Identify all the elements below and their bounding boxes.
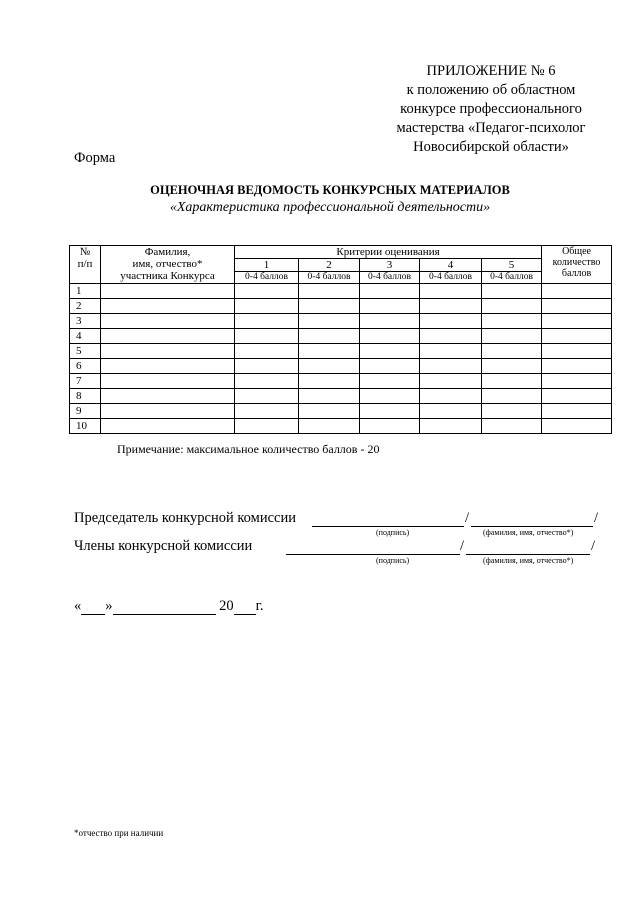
year-suffix: г. [255,598,264,614]
total-score-cell[interactable] [542,314,612,329]
row-number: 2 [70,299,101,314]
table-row [70,359,612,374]
criterion-3-cell[interactable] [360,344,420,359]
total-score-cell[interactable] [542,329,612,344]
row-number: 6 [70,359,101,374]
table-row [70,344,612,359]
chairman-label: Председатель конкурсной комиссии [74,510,296,526]
header-number-line: п/п [77,258,93,270]
header-name [101,246,235,284]
year-blank[interactable] [234,599,256,615]
caption-signature: (подпись) [376,556,410,565]
separator-slash: / [465,510,470,526]
appendix-line: Новосибирской области» [413,139,569,155]
title-sub: «Характеристика профессиональной деятельности» [169,200,491,215]
chairman-signature-line[interactable] [312,510,464,527]
members-label: Члены конкурсной комиссии [74,538,253,554]
criterion-5-cell[interactable] [482,314,542,329]
title-main: ОЦЕНОЧНАЯ ВЕДОМОСТЬ КОНКУРСНЫХ МАТЕРИАЛОВ [150,183,510,197]
criterion-5-cell[interactable] [482,299,542,314]
table-row [70,374,612,389]
appendix-line: к положению об областном [406,82,576,98]
table-row [70,284,612,299]
participant-name-cell[interactable] [101,299,235,314]
total-score-cell[interactable] [542,389,612,404]
row-number: 7 [70,374,101,389]
caption-signature: (подпись) [376,528,410,537]
criterion-3-cell[interactable] [360,359,420,374]
criterion-2-cell[interactable] [299,404,360,419]
header-total-line: баллов [561,268,592,279]
members-signature-line[interactable] [286,538,460,555]
appendix-line: мастерства «Педагог-психолог [396,120,586,136]
criterion-4-cell[interactable] [420,344,482,359]
header-number [70,246,101,284]
criterion-3-cell[interactable] [360,299,420,314]
criterion-2-cell[interactable] [299,299,360,314]
criterion-4-cell[interactable] [420,404,482,419]
criterion-number: 3 [360,259,420,272]
row-number: 9 [70,404,101,419]
chairman-name-line[interactable] [471,510,593,527]
total-score-cell[interactable] [542,344,612,359]
criterion-3-cell[interactable] [360,329,420,344]
form-label: Форма [74,150,116,166]
table-row [70,389,612,404]
criterion-3-cell[interactable] [360,389,420,404]
participant-name-cell[interactable] [101,404,235,419]
table-note: Примечание: максимальное количество баллов - 20 [117,442,380,456]
footnote: *отчество при наличии [74,828,164,838]
criterion-4-cell[interactable] [420,329,482,344]
date-line [74,598,264,615]
criterion-2-cell[interactable] [299,374,360,389]
row-number: 10 [70,419,101,434]
criterion-4-cell[interactable] [420,299,482,314]
criterion-number: 4 [420,259,482,272]
criterion-1-cell[interactable] [235,329,299,344]
caption-name: (фамилия, имя, отчество*) [483,556,574,565]
separator-slash: / [591,538,596,554]
year-prefix: 20 [219,598,234,614]
total-score-cell[interactable] [542,374,612,389]
criterion-1-cell[interactable] [235,419,299,434]
criterion-1-cell[interactable] [235,374,299,389]
evaluation-table [69,245,612,434]
appendix-header [372,62,610,157]
row-number: 8 [70,389,101,404]
date-close-quote: » [105,598,113,614]
criterion-3-cell[interactable] [360,404,420,419]
criterion-4-cell[interactable] [420,374,482,389]
row-number: 1 [70,284,101,299]
criterion-2-cell[interactable] [299,359,360,374]
header-name-line: имя, отчество* [132,258,203,270]
caption-name: (фамилия, имя, отчество*) [483,528,574,537]
members-signature-row [74,538,614,570]
criterion-5-cell[interactable] [482,359,542,374]
criterion-range: 0-4 баллов [420,272,482,284]
date-open-quote: « [74,598,82,614]
criterion-1-cell[interactable] [235,314,299,329]
header-name-line: Фамилия, [144,246,191,258]
criterion-4-cell[interactable] [420,284,482,299]
criterion-5-cell[interactable] [482,329,542,344]
participant-name-cell[interactable] [101,329,235,344]
criterion-3-cell[interactable] [360,374,420,389]
separator-slash: / [460,538,465,554]
appendix-line: ПРИЛОЖЕНИЕ № 6 [426,63,556,79]
month-blank[interactable] [113,599,216,615]
table-row [70,314,612,329]
criterion-3-cell[interactable] [360,284,420,299]
row-number: 3 [70,314,101,329]
header-criteria: Критерии оценивания [235,246,542,259]
separator-slash: / [594,510,599,526]
participant-name-cell[interactable] [101,389,235,404]
criterion-1-cell[interactable] [235,389,299,404]
table-row [70,404,612,419]
criterion-2-cell[interactable] [299,389,360,404]
table-row [70,329,612,344]
criterion-1-cell[interactable] [235,404,299,419]
criterion-3-cell[interactable] [360,314,420,329]
header-total-line: Общее [562,246,591,257]
participant-name-cell[interactable] [101,374,235,389]
criterion-2-cell[interactable] [299,284,360,299]
participant-name-cell[interactable] [101,284,235,299]
criterion-5-cell[interactable] [482,284,542,299]
header-total-line: количество [552,257,601,268]
criterion-2-cell[interactable] [299,329,360,344]
table-row [70,299,612,314]
total-score-cell[interactable] [542,419,612,434]
criterion-range: 0-4 баллов [235,272,299,284]
criterion-range: 0-4 баллов [482,272,542,284]
table-body [70,284,612,434]
document-title [60,182,600,216]
day-blank[interactable] [81,599,105,615]
criterion-4-cell[interactable] [420,359,482,374]
participant-name-cell[interactable] [101,344,235,359]
criterion-1-cell[interactable] [235,359,299,374]
criterion-number: 5 [482,259,542,272]
header-total [542,246,612,284]
members-name-line[interactable] [466,538,590,555]
table-row [70,419,612,434]
criterion-5-cell[interactable] [482,389,542,404]
participant-name-cell[interactable] [101,359,235,374]
criterion-number: 1 [235,259,299,272]
criterion-1-cell[interactable] [235,284,299,299]
total-score-cell[interactable] [542,299,612,314]
total-score-cell[interactable] [542,284,612,299]
criterion-1-cell[interactable] [235,344,299,359]
criterion-range: 0-4 баллов [360,272,420,284]
header-number-line: № [79,246,91,258]
criterion-2-cell[interactable] [299,344,360,359]
criterion-5-cell[interactable] [482,404,542,419]
criterion-1-cell[interactable] [235,299,299,314]
criterion-4-cell[interactable] [420,419,482,434]
criterion-4-cell[interactable] [420,389,482,404]
participant-name-cell[interactable] [101,314,235,329]
appendix-line: конкурсе профессионального [400,101,582,117]
criterion-5-cell[interactable] [482,374,542,389]
total-score-cell[interactable] [542,404,612,419]
criterion-2-cell[interactable] [299,419,360,434]
header-name-line: участника Конкурса [120,270,215,282]
criterion-5-cell[interactable] [482,419,542,434]
criterion-range: 0-4 баллов [299,272,360,284]
total-score-cell[interactable] [542,359,612,374]
participant-name-cell[interactable] [101,419,235,434]
criterion-5-cell[interactable] [482,344,542,359]
criterion-2-cell[interactable] [299,314,360,329]
row-number: 4 [70,329,101,344]
criterion-3-cell[interactable] [360,419,420,434]
criterion-number: 2 [299,259,360,272]
criterion-4-cell[interactable] [420,314,482,329]
row-number: 5 [70,344,101,359]
